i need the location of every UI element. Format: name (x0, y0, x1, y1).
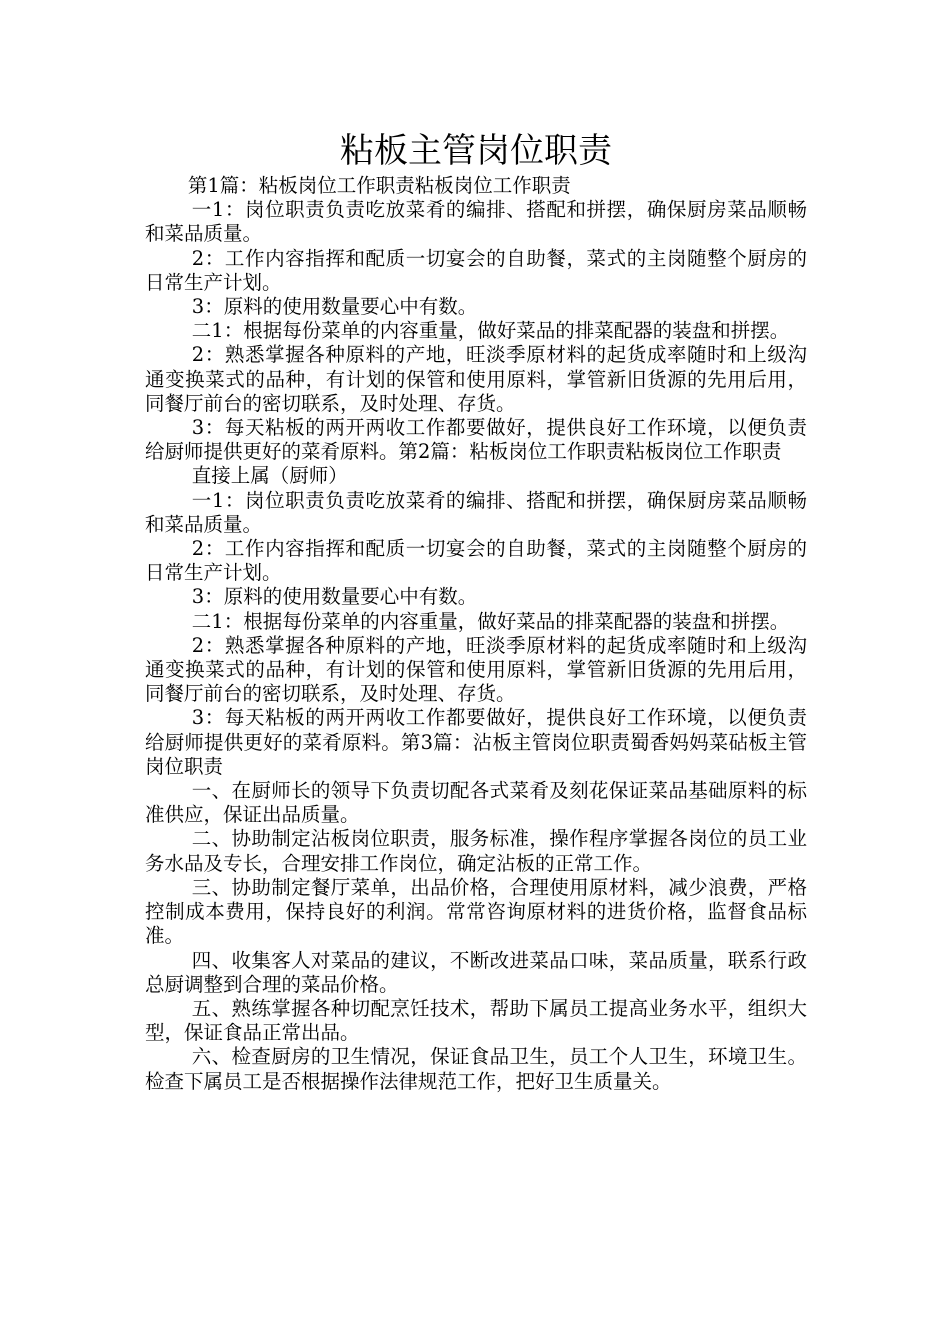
paragraph: 一1：岗位职责负责吃放菜肴的编排、搭配和拼摆，确保厨房菜品顺畅和菜品质量。 (145, 198, 807, 246)
paragraph: 2：工作内容指挥和配质一切宴会的自助餐，菜式的主岗随整个厨房的日常生产计划。 (145, 246, 807, 294)
paragraph: 3：每天粘板的两开两收工作都要做好，提供良好工作环境，以便负责给厨师提供更好的菜肴原料。第3篇：沾板主管岗位职责蜀香妈妈菜砧板主管岗位职责 (145, 706, 807, 778)
paragraph: 二、协助制定沾板岗位职责，服务标准，操作程序掌握各岗位的员工业务水品及专长，合理安排工作岗位，确定沾板的正常工作。 (145, 827, 807, 875)
section-heading-1: 第1篇：粘板岗位工作职责粘板岗位工作职责 (187, 174, 571, 197)
paragraph: 直接上属（厨师） (191, 464, 348, 488)
paragraph: 3：原料的使用数量要心中有数。 (191, 295, 478, 319)
paragraph: 四、收集客人对菜品的建议，不断改进菜品口味，菜品质量，联系行政总厨调整到合理的菜品价格。 (145, 948, 807, 996)
paragraph: 3：原料的使用数量要心中有数。 (191, 585, 478, 609)
paragraph: 2：工作内容指挥和配质一切宴会的自助餐，菜式的主岗随整个厨房的日常生产计划。 (145, 537, 807, 585)
document-page (145, 128, 807, 1094)
paragraph: 六、检查厨房的卫生情况，保证食品卫生，员工个人卫生，环境卫生。检查下属员工是否根据操作法律规范工作，把好卫生质量关。 (145, 1045, 807, 1093)
paragraph: 二1：根据每份菜单的内容重量，做好菜品的排菜配器的装盘和拼摆。 (191, 319, 790, 343)
paragraph: 三、协助制定餐厅菜单，出品价格，合理使用原材料，减少浪费，严格控制成本费用，保持良好的利润。常常咨询原材料的进货价格，监督食品标准。 (145, 875, 807, 948)
paragraph: 一、在厨师长的领导下负责切配各式菜肴及刻花保证菜品基础原料的标准供应，保证出品质量。 (145, 779, 807, 827)
document-title: 粘板主管岗位职责 (340, 131, 612, 171)
paragraph: 2：熟悉掌握各种原料的产地，旺淡季原材料的起货成率随时和上级沟通变换菜式的品种，有计划的保管和使用原料，掌管新旧货源的先用后用，同餐厅前台的密切联系，及时处理、存货。 (145, 633, 807, 706)
paragraph: 二1：根据每份菜单的内容重量，做好菜品的排菜配器的装盘和拼摆。 (191, 609, 790, 633)
paragraph: 一1：岗位职责负责吃放菜肴的编排、搭配和拼摆，确保厨房菜品顺畅和菜品质量。 (145, 488, 807, 536)
paragraph: 五、熟练掌握各种切配烹饪技术，帮助下属员工提高业务水平，组织大型，保证食品正常出品。 (145, 996, 807, 1045)
paragraph: 3：每天粘板的两开两收工作都要做好，提供良好工作环境，以便负责给厨师提供更好的菜肴原料。第2篇：粘板岗位工作职责粘板岗位工作职责 (145, 416, 807, 464)
paragraph: 2：熟悉掌握各种原料的产地，旺淡季原材料的起货成率随时和上级沟通变换菜式的品种，有计划的保管和使用原料，掌管新旧货源的先用后用，同餐厅前台的密切联系，及时处理、存货。 (145, 343, 807, 415)
